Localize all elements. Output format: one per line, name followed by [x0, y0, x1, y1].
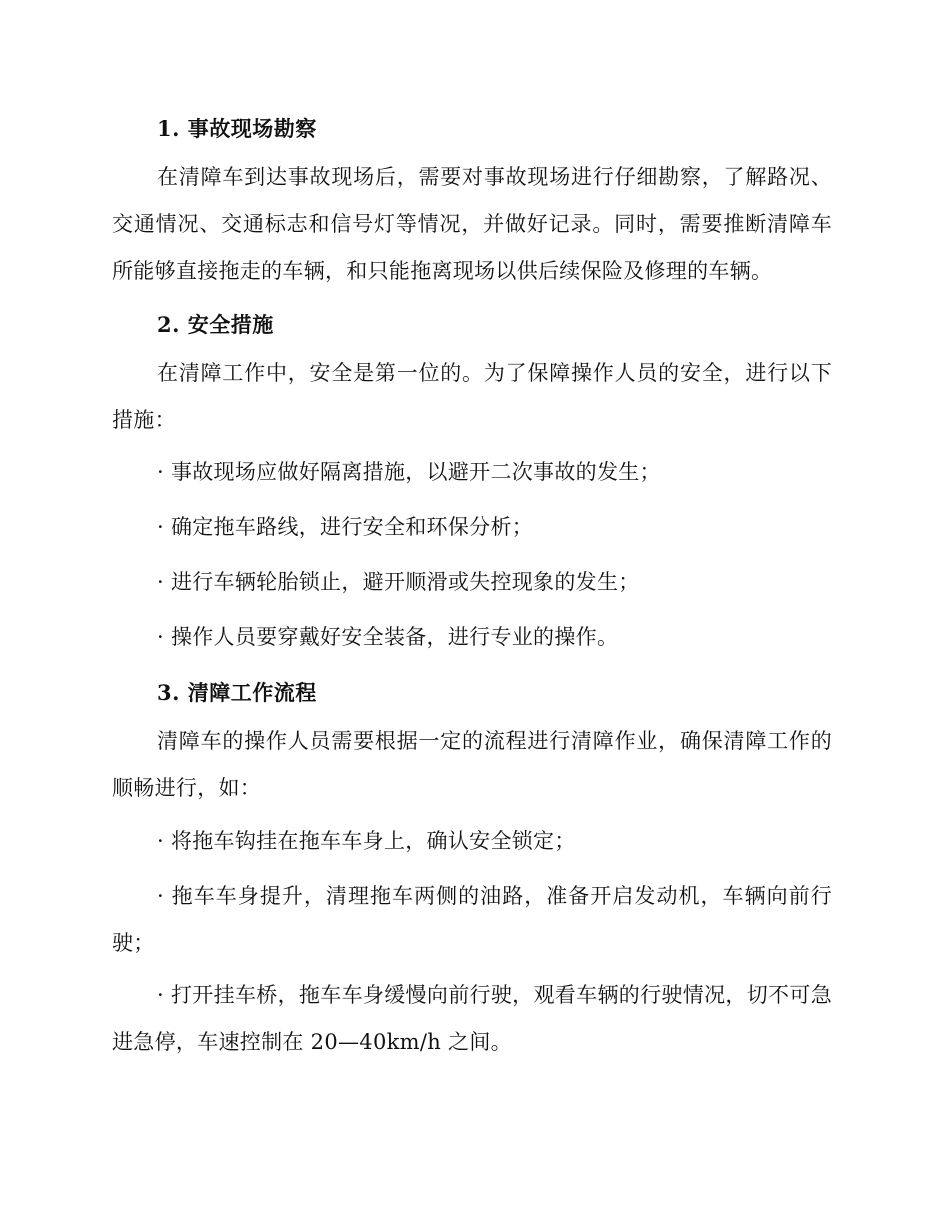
section-3-bullet-2: · 拖车车身提升，清理拖车两侧的油路，准备开启发动机，车辆向前行驶； — [112, 884, 832, 955]
section-2-bullet-4: · 操作人员要穿戴好安全装备，进行专业的操作。 — [157, 625, 619, 649]
section-heading-2: 2. 安全措施 — [157, 312, 274, 337]
section-1-paragraph: 在清障车到达事故现场后，需要对事故现场进行仔细勘察，了解路况、交通情况、交通标志和信号灯等情况，并做好记录。同时，需要推断清障车所能够直接拖走的车辆，和只能拖离现场以供后续保险及修理的车辆。 — [112, 165, 832, 283]
section-heading-3: 3. 清障工作流程 — [157, 680, 317, 705]
section-3-paragraph: 清障车的操作人员需要根据一定的流程进行清障作业，确保清障工作的顺畅进行，如： — [112, 729, 832, 800]
section-2-bullet-3: · 进行车辆轮胎锁止，避开顺滑或失控现象的发生； — [157, 570, 640, 594]
section-2-bullet-2: · 确定拖车路线，进行安全和环保分析； — [157, 515, 534, 539]
section-3-bullet-1: · 将拖车钩挂在拖车车身上，确认安全锁定； — [157, 829, 576, 853]
section-heading-1: 1. 事故现场勘察 — [157, 116, 317, 141]
section-2-bullet-1: · 事故现场应做好隔离措施，以避开二次事故的发生； — [157, 460, 661, 484]
section-2-paragraph: 在清障工作中，安全是第一位的。为了保障操作人员的安全，进行以下措施： — [112, 361, 832, 432]
section-3-bullet-3: · 打开挂车桥，拖车车身缓慢向前行驶，观看车辆的行驶情况，切不可急进急停，车速控制在 20—40km/h 之间。 — [112, 983, 832, 1054]
